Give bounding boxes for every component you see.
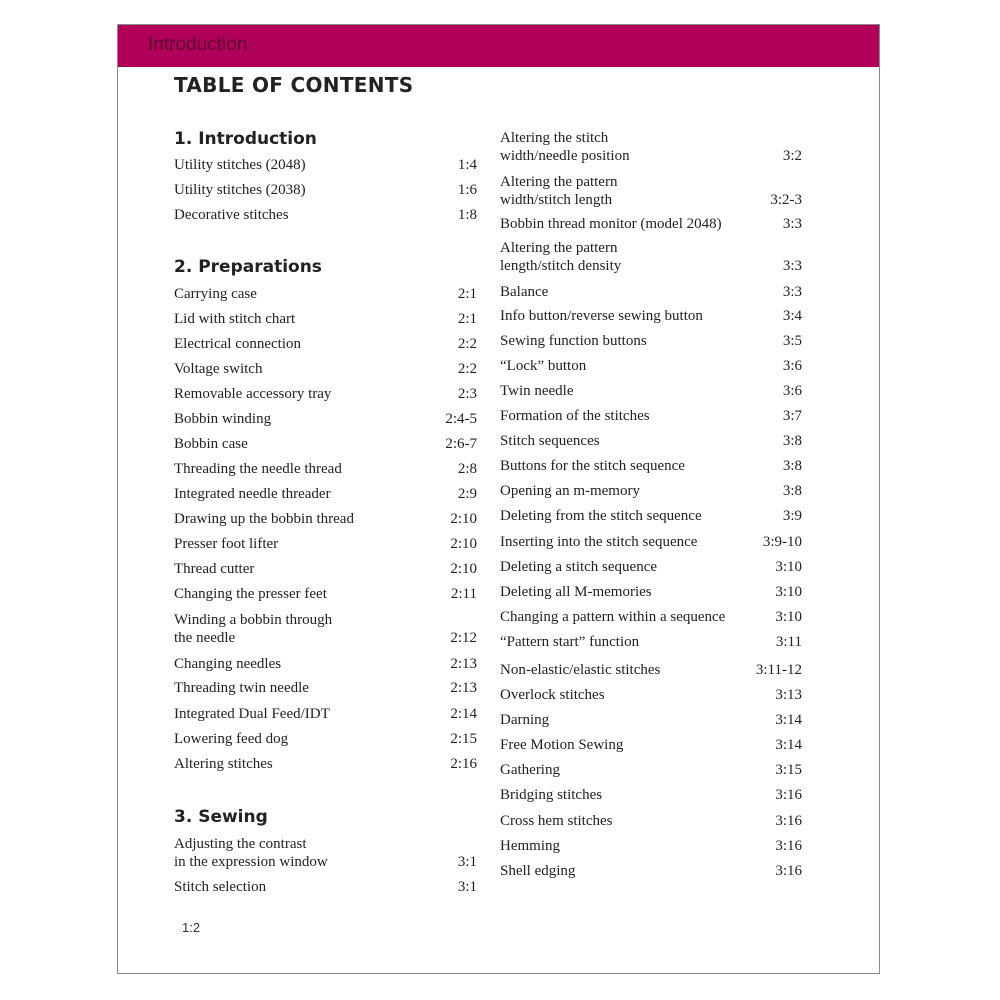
toc-entry-label: Inserting into the stitch sequence xyxy=(500,534,698,550)
toc-entry[interactable] xyxy=(174,510,477,528)
toc-entry-page: 2:10 xyxy=(450,561,477,577)
toc-entry-page: 1:6 xyxy=(457,182,477,198)
toc-entry-label: Lowering feed dog xyxy=(174,731,289,747)
section-heading: 3. Sewing xyxy=(174,807,268,827)
toc-entry[interactable] xyxy=(500,129,802,165)
toc-entry-page: 1:4 xyxy=(457,157,477,173)
manual-page xyxy=(117,24,880,974)
toc-entry[interactable] xyxy=(174,485,477,503)
toc-entry-label: Gathering xyxy=(500,762,560,778)
toc-entry-label: Integrated Dual Feed/IDT xyxy=(174,706,330,722)
toc-entry[interactable] xyxy=(174,385,477,403)
toc-entry[interactable] xyxy=(500,507,802,525)
toc-entry[interactable] xyxy=(174,611,477,647)
toc-entry-page: 2:13 xyxy=(450,656,477,672)
toc-entry[interactable] xyxy=(500,457,802,475)
toc-entry[interactable] xyxy=(500,332,802,350)
toc-entry-page: 1:8 xyxy=(457,207,477,223)
toc-entry[interactable] xyxy=(174,705,477,723)
toc-entry-page: 2:6-7 xyxy=(445,436,477,452)
toc-entry-page: 3:2 xyxy=(782,148,802,164)
toc-entry-label: Utility stitches (2038) xyxy=(174,182,306,198)
toc-title: TABLE OF CONTENTS xyxy=(174,73,414,97)
toc-entry-page: 3:4 xyxy=(782,308,802,324)
toc-entry[interactable] xyxy=(500,533,802,551)
toc-entry-page: 2:1 xyxy=(457,286,477,302)
toc-entry-page: 2:2 xyxy=(457,361,477,377)
toc-entry-label: Adjusting the contrast in the expression window xyxy=(174,836,328,870)
toc-entry[interactable] xyxy=(500,812,802,830)
toc-entry-label: Lid with stitch chart xyxy=(174,311,296,327)
toc-entry-page: 2:2 xyxy=(457,336,477,352)
toc-entry-label: Non-elastic/elastic stitches xyxy=(500,662,661,678)
toc-entry[interactable] xyxy=(174,535,477,553)
toc-entry[interactable] xyxy=(500,837,802,855)
toc-entry[interactable] xyxy=(500,761,802,779)
page-number: 1:2 xyxy=(182,920,201,935)
toc-entry-label: Shell edging xyxy=(500,863,576,879)
toc-entry-page: 3:13 xyxy=(775,687,802,703)
toc-entry[interactable] xyxy=(174,156,477,174)
toc-entry-label: Altering the pattern length/stitch density xyxy=(500,240,622,274)
toc-entry-page: 3:14 xyxy=(775,737,802,753)
toc-entry-page: 2:15 xyxy=(450,731,477,747)
toc-entry-page: 3:9 xyxy=(782,508,802,524)
toc-entry[interactable] xyxy=(500,215,802,233)
toc-entry-page: 2:8 xyxy=(457,461,477,477)
toc-entry[interactable] xyxy=(500,633,802,651)
toc-entry[interactable] xyxy=(500,711,802,729)
toc-entry-page: 3:10 xyxy=(775,559,802,575)
toc-entry[interactable] xyxy=(174,181,477,199)
toc-entry-label: Overlock stitches xyxy=(500,687,605,703)
toc-entry[interactable] xyxy=(500,558,802,576)
toc-entry-page: 3:10 xyxy=(775,584,802,600)
toc-entry[interactable] xyxy=(174,655,477,673)
toc-entry-label: Buttons for the stitch sequence xyxy=(500,458,685,474)
toc-entry[interactable] xyxy=(174,730,477,748)
toc-entry-page: 3:16 xyxy=(775,787,802,803)
toc-entry-page: 3:1 xyxy=(457,854,477,870)
toc-entry[interactable] xyxy=(500,382,802,400)
toc-entry-page: 3:8 xyxy=(782,433,802,449)
toc-entry-page: 3:10 xyxy=(775,609,802,625)
toc-entry[interactable] xyxy=(174,835,477,871)
toc-entry-label: Voltage switch xyxy=(174,361,263,377)
toc-entry[interactable] xyxy=(174,435,477,453)
toc-entry[interactable] xyxy=(174,560,477,578)
toc-entry-label: Changing a pattern within a sequence xyxy=(500,609,726,625)
toc-entry-page: 3:1 xyxy=(457,879,477,895)
toc-entry[interactable] xyxy=(174,360,477,378)
toc-entry[interactable] xyxy=(174,679,477,697)
header-band xyxy=(118,25,879,67)
section-heading: 2. Preparations xyxy=(174,257,322,277)
toc-entry-label: Deleting a stitch sequence xyxy=(500,559,658,575)
toc-entry-page: 3:5 xyxy=(782,333,802,349)
toc-entry-label: Free Motion Sewing xyxy=(500,737,624,753)
toc-entry[interactable] xyxy=(500,661,802,679)
toc-entry[interactable] xyxy=(500,173,802,209)
toc-entry-page: 2:4-5 xyxy=(445,411,477,427)
toc-entry[interactable] xyxy=(500,357,802,375)
toc-entry-label: Threading the needle thread xyxy=(174,461,342,477)
toc-entry[interactable] xyxy=(500,862,802,880)
toc-entry[interactable] xyxy=(500,283,802,301)
toc-entry[interactable] xyxy=(174,335,477,353)
toc-entry-label: Drawing up the bobbin thread xyxy=(174,511,354,527)
toc-entry[interactable] xyxy=(500,583,802,601)
toc-entry-label: Utility stitches (2048) xyxy=(174,157,306,173)
toc-entry[interactable] xyxy=(174,310,477,328)
toc-entry-label: Bobbin winding xyxy=(174,411,272,427)
toc-entry-page: 3:3 xyxy=(782,258,802,274)
toc-entry-page: 2:3 xyxy=(457,386,477,402)
toc-entry-page: 3:3 xyxy=(782,216,802,232)
toc-entry-page: 3:7 xyxy=(782,408,802,424)
toc-entry[interactable] xyxy=(500,736,802,754)
toc-entry-label: Deleting from the stitch sequence xyxy=(500,508,702,524)
toc-entry-page: 3:14 xyxy=(775,712,802,728)
toc-entry-label: Changing needles xyxy=(174,656,282,672)
toc-entry-page: 2:9 xyxy=(457,486,477,502)
toc-entry-label: Stitch sequences xyxy=(500,433,600,449)
toc-entry-page: 3:6 xyxy=(782,383,802,399)
toc-entry-label: Stitch selection xyxy=(174,879,267,895)
toc-entry-label: Deleting all M-memories xyxy=(500,584,652,600)
toc-entry-page: 2:12 xyxy=(450,630,477,646)
toc-entry-label: “Pattern start” function xyxy=(500,634,640,650)
toc-entry[interactable] xyxy=(500,608,802,626)
toc-entry-page: 3:3 xyxy=(782,284,802,300)
toc-entry[interactable] xyxy=(500,307,802,325)
toc-entry-label: Presser foot lifter xyxy=(174,536,279,552)
toc-entry[interactable] xyxy=(500,686,802,704)
toc-entry-label: Formation of the stitches xyxy=(500,408,650,424)
toc-entry-label: Balance xyxy=(500,284,549,300)
toc-entry[interactable] xyxy=(174,285,477,303)
toc-entry-label: Darning xyxy=(500,712,550,728)
toc-entry-page: 3:2-3 xyxy=(770,192,802,208)
toc-entry-label: Decorative stitches xyxy=(174,207,289,223)
toc-entry-label: Hemming xyxy=(500,838,560,854)
toc-entry-page: 3:8 xyxy=(782,458,802,474)
toc-entry[interactable] xyxy=(174,460,477,478)
toc-entry-page: 3:15 xyxy=(775,762,802,778)
toc-entry-label: Threading twin needle xyxy=(174,680,309,696)
toc-entry-label: Electrical connection xyxy=(174,336,302,352)
toc-entry[interactable] xyxy=(174,878,477,896)
toc-entry-label: Bridging stitches xyxy=(500,787,603,803)
toc-entry-page: 2:10 xyxy=(450,511,477,527)
toc-entry-page: 3:8 xyxy=(782,483,802,499)
toc-entry-page: 3:16 xyxy=(775,838,802,854)
toc-entry-label: Carrying case xyxy=(174,286,257,302)
toc-entry-page: 3:11-12 xyxy=(755,662,802,678)
toc-entry-label: Altering the pattern width/stitch length xyxy=(500,174,618,208)
toc-entry-label: Changing the presser feet xyxy=(174,586,327,602)
section-heading: 1. Introduction xyxy=(174,129,317,149)
toc-entry-label: Bobbin case xyxy=(174,436,248,452)
toc-entry[interactable] xyxy=(500,786,802,804)
toc-entry-page: 3:16 xyxy=(775,863,802,879)
toc-entry-label: Twin needle xyxy=(500,383,574,399)
toc-entry[interactable] xyxy=(174,755,477,773)
toc-entry[interactable] xyxy=(174,410,477,428)
toc-entry-page: 3:11 xyxy=(775,634,802,650)
toc-entry-label: Removable accessory tray xyxy=(174,386,332,402)
toc-entry-label: Cross hem stitches xyxy=(500,813,613,829)
toc-entry-page: 2:14 xyxy=(450,706,477,722)
toc-entry-label: Opening an m-memory xyxy=(500,483,640,499)
toc-entry-label: Altering the stitch width/needle position xyxy=(500,130,630,164)
toc-entry[interactable] xyxy=(500,239,802,275)
toc-entry[interactable] xyxy=(174,585,477,603)
header-title: Introduction xyxy=(148,34,248,55)
toc-entry-label: Winding a bobbin through the needle xyxy=(174,612,333,646)
toc-entry-page: 2:1 xyxy=(457,311,477,327)
toc-entry-page: 3:9-10 xyxy=(762,534,802,550)
toc-entry[interactable] xyxy=(500,482,802,500)
toc-entry-label: Thread cutter xyxy=(174,561,255,577)
toc-entry-label: Altering stitches xyxy=(174,756,273,772)
toc-entry-label: Sewing function buttons xyxy=(500,333,647,349)
toc-entry-label: Info button/reverse sewing button xyxy=(500,308,703,324)
toc-entry[interactable] xyxy=(500,432,802,450)
toc-entry-label: Integrated needle threader xyxy=(174,486,331,502)
toc-entry-page: 2:11 xyxy=(450,586,477,602)
toc-entry-page: 2:10 xyxy=(450,536,477,552)
toc-entry-page: 2:13 xyxy=(450,680,477,696)
toc-entry[interactable] xyxy=(500,407,802,425)
toc-entry-page: 3:6 xyxy=(782,358,802,374)
toc-entry[interactable] xyxy=(174,206,477,224)
toc-entry-page: 3:16 xyxy=(775,813,802,829)
toc-entry-label: Bobbin thread monitor (model 2048) xyxy=(500,216,722,232)
toc-entry-page: 2:16 xyxy=(450,756,477,772)
toc-entry-label: “Lock” button xyxy=(500,358,587,374)
